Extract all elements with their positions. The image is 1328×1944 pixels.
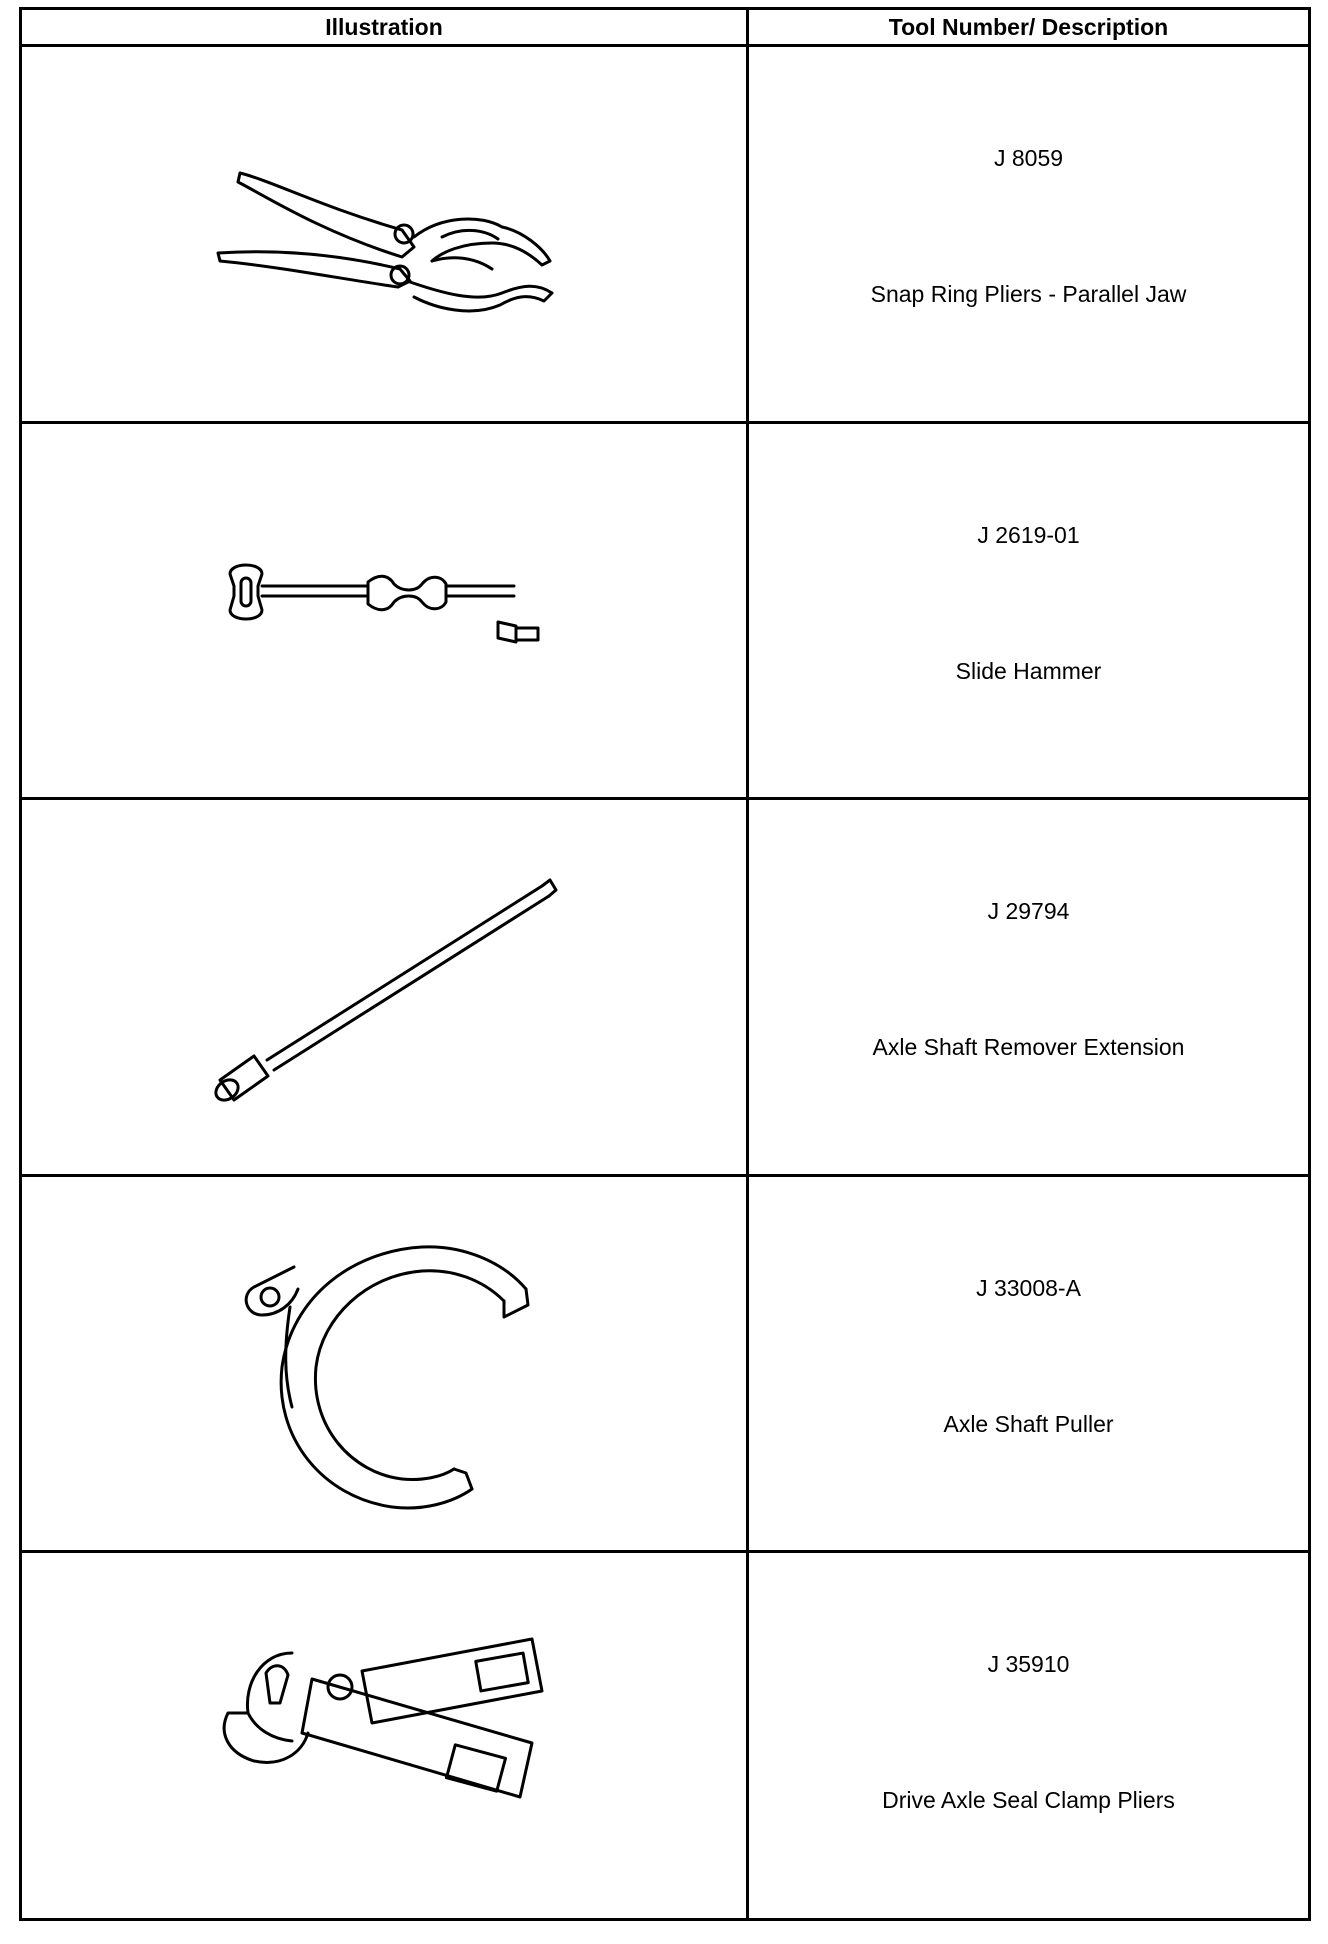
tool-description: Axle Shaft Puller [943, 1411, 1114, 1437]
table-row [22, 1553, 1308, 1924]
tool-description-cell [749, 47, 1308, 421]
tool-description: Drive Axle Seal Clamp Pliers [882, 1787, 1175, 1813]
table-row [22, 800, 1308, 1177]
header-tool-description: Tool Number/ Description [888, 14, 1169, 40]
table-row [22, 424, 1308, 800]
tool-number: J 33008-A [976, 1275, 1081, 1301]
table-header [22, 10, 1308, 47]
tool-description-cell [749, 424, 1308, 797]
tool-number: J 29794 [987, 898, 1070, 924]
tool-description-cell [749, 1553, 1308, 1924]
snap-ring-pliers-icon [22, 47, 746, 421]
tool-description: Slide Hammer [955, 658, 1102, 684]
tool-description: Axle Shaft Remover Extension [872, 1034, 1185, 1060]
drive-axle-seal-clamp-pliers-icon [22, 1553, 746, 1924]
axle-shaft-puller-icon [22, 1177, 746, 1550]
tool-table [19, 7, 1311, 1921]
header-illustration: Illustration [325, 14, 443, 40]
axle-shaft-remover-extension-icon [22, 800, 746, 1174]
table-row [22, 47, 1308, 424]
slide-hammer-icon [22, 424, 746, 797]
tool-number: J 35910 [987, 1651, 1070, 1677]
tool-description-cell [749, 800, 1308, 1174]
table-row [22, 1177, 1308, 1553]
tool-description: Snap Ring Pliers - Parallel Jaw [870, 281, 1187, 307]
tool-number: J 8059 [993, 145, 1064, 171]
tool-number: J 2619-01 [977, 522, 1080, 548]
tool-description-cell [749, 1177, 1308, 1550]
